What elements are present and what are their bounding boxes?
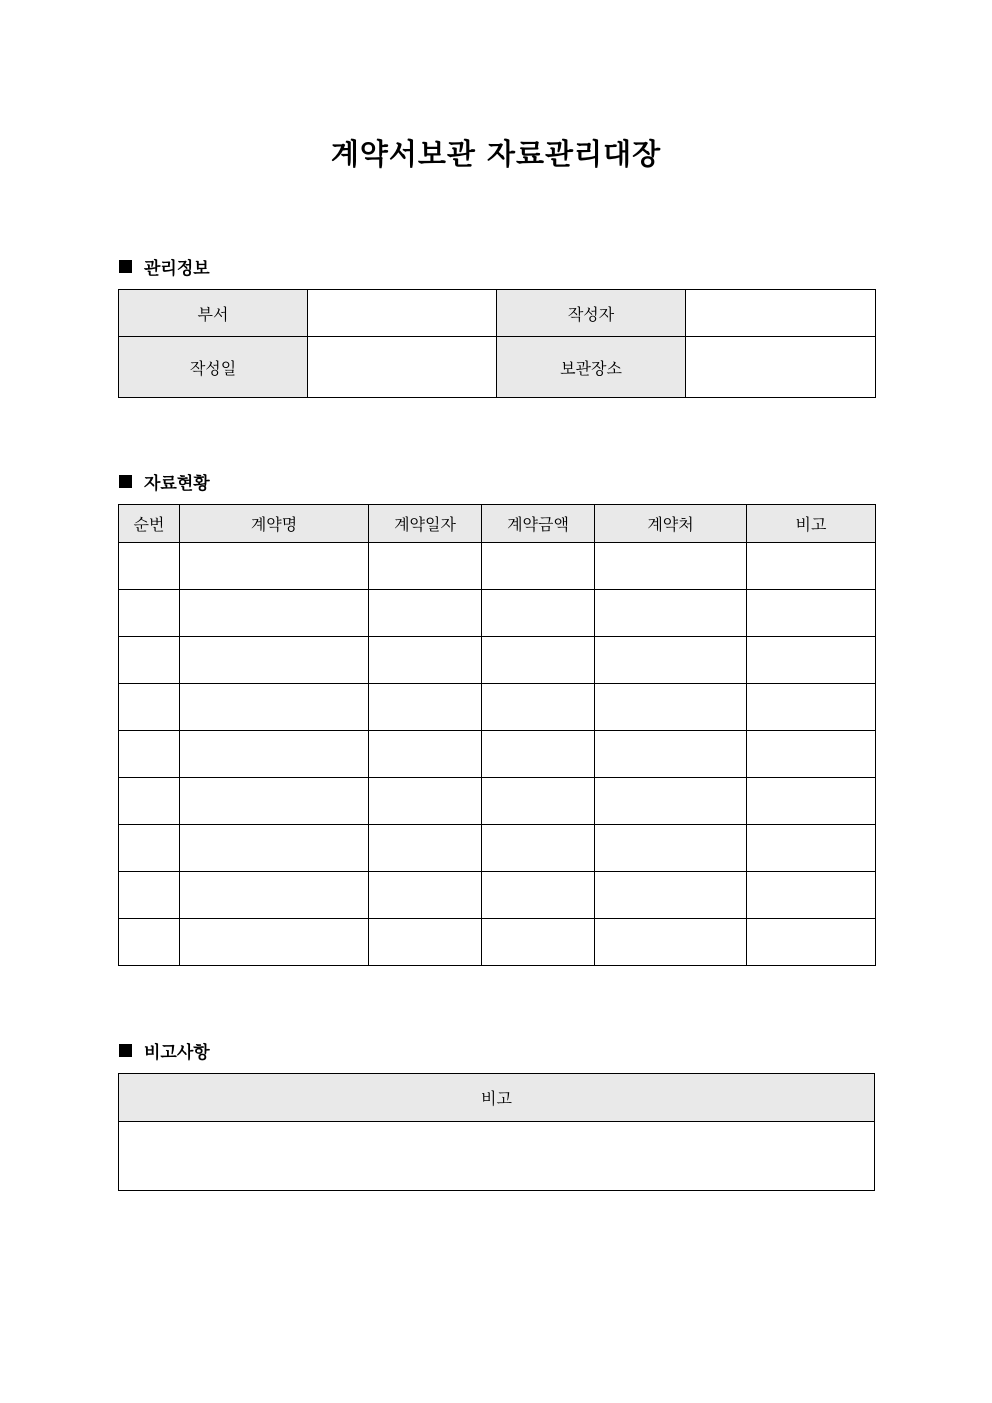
cell-contract-name[interactable] (180, 684, 369, 731)
cell-contract-amount[interactable] (482, 778, 595, 825)
cell-contract-date[interactable] (369, 778, 482, 825)
remarks-header: 비고 (119, 1074, 875, 1122)
cell-contractor[interactable] (595, 590, 747, 637)
cell-contract-name[interactable] (180, 590, 369, 637)
square-bullet-icon (119, 260, 132, 273)
cell-contract-name[interactable] (180, 919, 369, 966)
cell-remarks[interactable] (747, 684, 876, 731)
cell-number[interactable] (119, 872, 180, 919)
column-header-contract-date: 계약일자 (369, 505, 482, 543)
cell-contractor[interactable] (595, 778, 747, 825)
cell-number[interactable] (119, 778, 180, 825)
cell-contract-amount[interactable] (482, 684, 595, 731)
section-heading-label: 비고사항 (144, 1043, 210, 1063)
column-header-number: 순번 (119, 505, 180, 543)
cell-contract-date[interactable] (369, 825, 482, 872)
cell-contractor[interactable] (595, 637, 747, 684)
cell-contractor[interactable] (595, 731, 747, 778)
cell-contractor[interactable] (595, 684, 747, 731)
section-heading-label: 자료현황 (144, 474, 210, 494)
cell-contractor[interactable] (595, 543, 747, 590)
table-row (119, 778, 876, 825)
cell-contract-amount[interactable] (482, 543, 595, 590)
cell-contractor[interactable] (595, 872, 747, 919)
cell-number[interactable] (119, 825, 180, 872)
data-status-table (118, 504, 876, 966)
table-row (119, 825, 876, 872)
cell-contract-amount[interactable] (482, 731, 595, 778)
cell-contract-name[interactable] (180, 825, 369, 872)
cell-contract-amount[interactable] (482, 590, 595, 637)
cell-contract-date[interactable] (369, 872, 482, 919)
cell-contract-amount[interactable] (482, 872, 595, 919)
date-written-field[interactable] (308, 337, 497, 398)
cell-contract-name[interactable] (180, 778, 369, 825)
cell-contract-date[interactable] (369, 543, 482, 590)
cell-number[interactable] (119, 590, 180, 637)
cell-contractor[interactable] (595, 825, 747, 872)
remarks-table (118, 1073, 875, 1191)
column-header-contractor: 계약처 (595, 505, 747, 543)
cell-number[interactable] (119, 637, 180, 684)
cell-contract-name[interactable] (180, 731, 369, 778)
column-header-remarks: 비고 (747, 505, 876, 543)
square-bullet-icon (119, 1044, 132, 1057)
cell-remarks[interactable] (747, 637, 876, 684)
column-header-contract-name: 계약명 (180, 505, 369, 543)
column-header-contract-amount: 계약금액 (482, 505, 595, 543)
author-field[interactable] (686, 290, 876, 337)
cell-contract-date[interactable] (369, 919, 482, 966)
storage-location-field[interactable] (686, 337, 876, 398)
section-heading-management-info (119, 254, 210, 279)
section-heading-remarks (119, 1038, 210, 1063)
cell-contract-date[interactable] (369, 684, 482, 731)
date-written-label: 작성일 (119, 337, 308, 398)
department-label: 부서 (119, 290, 308, 337)
table-row (119, 543, 876, 590)
cell-contract-date[interactable] (369, 637, 482, 684)
cell-contract-name[interactable] (180, 872, 369, 919)
cell-number[interactable] (119, 731, 180, 778)
table-row (119, 590, 876, 637)
section-heading-data-status (119, 469, 210, 494)
cell-contract-date[interactable] (369, 731, 482, 778)
cell-remarks[interactable] (747, 872, 876, 919)
table-row (119, 731, 876, 778)
cell-number[interactable] (119, 684, 180, 731)
document-title: 계약서보관 자료관리대장 (330, 137, 662, 171)
cell-remarks[interactable] (747, 543, 876, 590)
cell-contract-amount[interactable] (482, 825, 595, 872)
cell-remarks[interactable] (747, 590, 876, 637)
cell-remarks[interactable] (747, 731, 876, 778)
section-heading-label: 관리정보 (144, 259, 210, 279)
cell-contract-date[interactable] (369, 590, 482, 637)
cell-contract-name[interactable] (180, 637, 369, 684)
cell-remarks[interactable] (747, 825, 876, 872)
cell-contract-amount[interactable] (482, 637, 595, 684)
table-row (119, 872, 876, 919)
author-label: 작성자 (497, 290, 686, 337)
table-row (119, 637, 876, 684)
cell-contract-name[interactable] (180, 543, 369, 590)
table-row (119, 684, 876, 731)
remarks-content-field[interactable] (119, 1122, 875, 1191)
department-field[interactable] (308, 290, 497, 337)
table-row (119, 919, 876, 966)
cell-number[interactable] (119, 919, 180, 966)
cell-contractor[interactable] (595, 919, 747, 966)
management-info-table (118, 289, 876, 398)
cell-remarks[interactable] (747, 919, 876, 966)
storage-location-label: 보관장소 (497, 337, 686, 398)
cell-number[interactable] (119, 543, 180, 590)
cell-contract-amount[interactable] (482, 919, 595, 966)
table-header-row (119, 505, 876, 543)
cell-remarks[interactable] (747, 778, 876, 825)
square-bullet-icon (119, 475, 132, 488)
